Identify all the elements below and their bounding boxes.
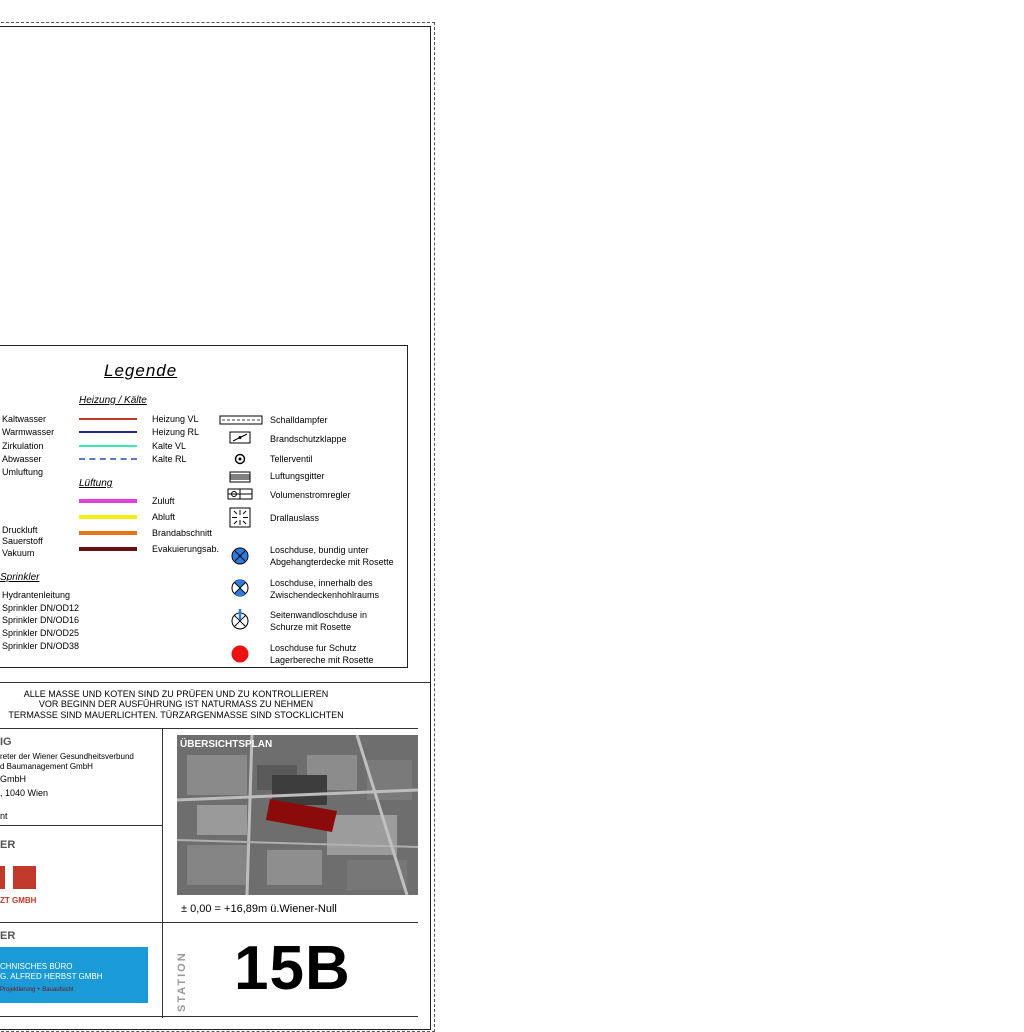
legend-nozzle-label: Abgehangterdecke mit Rosette (270, 557, 394, 567)
heating-supply-line (79, 418, 137, 420)
station-number: 15B (234, 934, 351, 1003)
divider (0, 922, 418, 923)
legend-heating-item: Kalte VL (152, 441, 187, 451)
legend-sprinkler-item: Sprinkler DN/OD12 (2, 603, 80, 613)
legend-nozzle-label: Schurze mit Rosette (270, 622, 352, 632)
client-line: , 1040 Wien (0, 788, 49, 798)
planner-logo-line: CHNISCHES BÜRO (0, 962, 73, 971)
legend-plumbing-item: Zirkulation (2, 441, 44, 451)
planner-logo-text: ZT GMBH (0, 896, 37, 905)
legend-heating-item: Heizung RL (152, 427, 200, 437)
divider (0, 728, 418, 729)
client-line: nt (0, 811, 8, 821)
legend-sprinkler-item: Sprinkler DN/OD16 (2, 615, 80, 625)
planner-logo-line: Projektierung + Bauaufsicht (0, 987, 74, 993)
client-line: reter der Wiener Gesundheitsverbund (0, 752, 134, 761)
evacuation-line (79, 547, 137, 551)
legend-heating-item: Heizung VL (152, 414, 199, 424)
legend-symbol-label: Drallauslass (270, 513, 320, 523)
client-line: GmbH (0, 774, 27, 784)
silencer-icon (218, 414, 264, 426)
legend-title: Legende (104, 361, 178, 380)
volume-flow-regulator-icon (226, 487, 254, 501)
legend-heating-heading: Heizung / Kälte (79, 395, 147, 406)
cooling-return-line (79, 458, 137, 460)
supply-air-line (79, 499, 137, 503)
legend-ventilation-item: Abluft (152, 512, 176, 522)
legend-symbol-label: Brandschutzklappe (270, 434, 347, 444)
fire-damper-icon (229, 431, 253, 445)
divider (162, 728, 163, 1018)
legend-ventilation-heading: Lüftung (79, 478, 113, 489)
legend-ventilation-item: Brandabschnitt (152, 528, 213, 538)
cooling-supply-line (79, 445, 137, 447)
legend-heating-item: Kalte RL (152, 454, 187, 464)
legend-sprinkler-item: Sprinkler DN/OD25 (2, 628, 80, 638)
legend-sprinkler-heading: Sprinkler (0, 572, 40, 583)
divider (0, 1016, 418, 1017)
overview-map-label: ÜBERSICHTSPLAN (180, 739, 273, 750)
planner-heading: ER (0, 839, 16, 851)
legend-symbol-label: Schalldampfer (270, 415, 328, 425)
legend-plumbing-item: Kaltwasser (2, 414, 47, 424)
legend-ventilation-item: Evakuierungsab. (152, 544, 220, 554)
note-line: TERMASSE SIND MAUERLICHTEN. TÜRZARGENMASSE SIND STOCKLICHTEN (8, 710, 344, 720)
disc-valve-icon (234, 453, 246, 465)
aerial-photo (177, 735, 418, 895)
legend-nozzle-label: Loschduse, innerhalb des (270, 578, 373, 588)
storage-nozzle-icon (230, 644, 250, 664)
planner-logo-mark (0, 866, 5, 889)
client-heading: IG (0, 736, 12, 748)
exhaust-air-line (79, 515, 137, 519)
fire-compartment-line (79, 531, 137, 535)
planner-heading: ER (0, 930, 16, 942)
note-line: VOR BEGINN DER AUSFÜHRUNG IST NATURMASS ZU NEHMEN (38, 699, 314, 709)
legend-nozzle-label: Zwischendeckenhohlraums (270, 590, 380, 600)
air-grille-icon (229, 471, 253, 483)
note-line: ALLE MASSE UND KOTEN SIND ZU PRÜFEN UND ZU KONTROLLIEREN (23, 689, 329, 699)
legend-nozzle-label: Loschduse, bundig unter (270, 545, 369, 555)
client-line: d Baumanagement GmbH (0, 762, 93, 771)
legend-symbol-label: Volumenstromregler (270, 490, 351, 500)
legend-plumbing-item: Umluftung (2, 467, 44, 477)
sidewall-nozzle-icon (230, 608, 250, 632)
legend-ventilation-item: Zuluft (152, 496, 175, 506)
ceiling-void-nozzle-icon (230, 578, 250, 598)
legend-plumbing-item: Abwasser (2, 454, 42, 464)
planner-logo-line: G. ALFRED HERBST GMBH (0, 972, 103, 981)
overview-map (177, 735, 418, 895)
legend-symbol-label: Luftungsgitter (270, 471, 325, 481)
station-label: STATION (176, 951, 188, 1012)
legend-nozzle-label: Lagerbereche mit Rosette (270, 655, 374, 665)
elevation-reference: ± 0,00 = +16,89m ü.Wiener-Null (181, 903, 337, 915)
legend-nozzle-label: Loschduse fur Schutz (270, 643, 357, 653)
swirl-outlet-icon (229, 507, 253, 529)
planner-logo-mark (13, 866, 36, 889)
legend-sprinkler-item: Sprinkler DN/OD38 (2, 641, 80, 651)
legend-plumbing-item: Warmwasser (2, 427, 55, 437)
legend-nozzle-label: Seitenwandloschduse in (270, 610, 368, 620)
legend-symbol-label: Tellerventil (270, 454, 313, 464)
divider (0, 825, 162, 826)
legend-sprinkler-item: Hydrantenleitung (2, 590, 71, 600)
heating-return-line (79, 431, 137, 433)
legend-gas-item: Druckluft (2, 525, 38, 535)
divider (0, 682, 431, 683)
flush-nozzle-icon (230, 546, 250, 566)
legend-gas-item: Vakuum (2, 548, 35, 558)
legend-gas-item: Sauerstoff (2, 536, 43, 546)
